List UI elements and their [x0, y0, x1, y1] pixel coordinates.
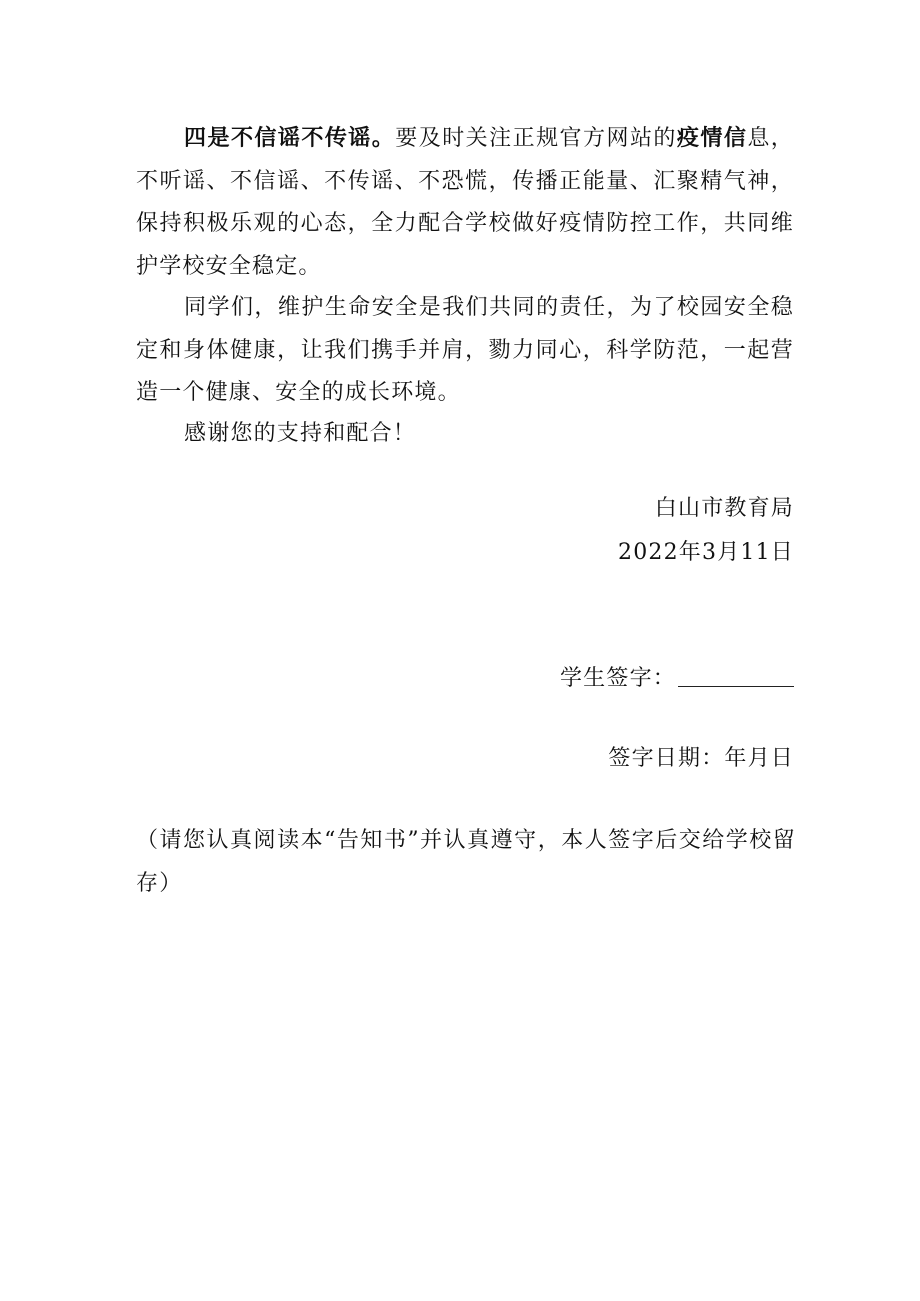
issuer-name: 白山市教育局: [654, 496, 794, 521]
issue-date: 2022年3月11日: [618, 540, 794, 565]
paragraph-thanks: 感谢您的支持和配合！: [184, 421, 417, 446]
signature-date-line: 签字日期：年月日: [608, 746, 794, 771]
signature-blank: [678, 666, 794, 687]
paragraph-appeal: 同学们，维护生命安全是我们共同的责任，为了校园安全稳定和身体健康，让我们携手并肩，勠力同心，科学防范，一起营造一个健康、安全的成长环境。: [136, 295, 794, 405]
paragraph-rumor-warning: [136, 117, 794, 288]
paragraph-text-part-b: 息，不听谣、不信谣、不传谣、不恐慌，传播正能量、汇聚精气神，保持积极乐观的心态，全力配合学校做好疫情防控工作，共同维护学校安全稳定。: [136, 126, 794, 279]
paragraph-lead-heading: 四是不信谣不传谣。: [184, 125, 396, 151]
footnote-instruction: （请您认真阅读本“告知书”并认真遵守，本人签字后交给学校留存）: [136, 828, 796, 896]
paragraph-keyword: 疫情信: [676, 125, 748, 151]
student-signature-line: [560, 658, 794, 700]
paragraph-text-part-a: 要及时关注正规官方网站的: [395, 126, 677, 151]
student-signature-label: 学生签字：: [559, 666, 676, 691]
